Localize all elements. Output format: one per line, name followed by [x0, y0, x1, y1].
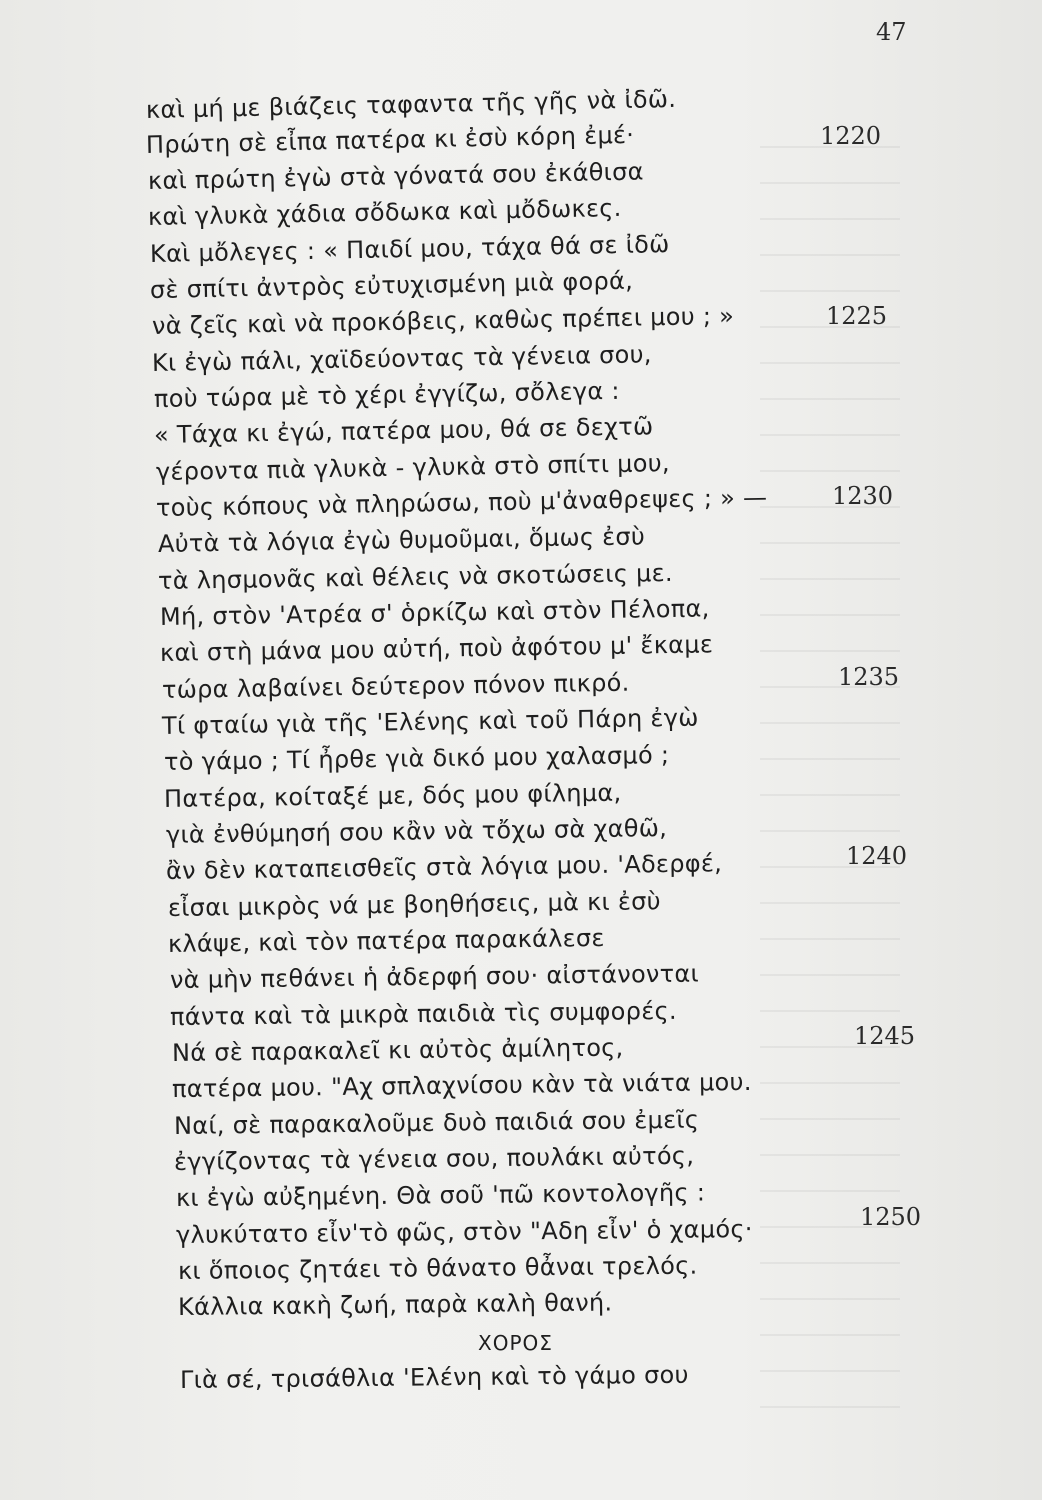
verse-line: τώρα λαβαίνει δεύτερον πόνον πικρό.	[161, 668, 630, 704]
verse-line: κλάψε, καὶ τὸν πατέρα παρακάλεσε	[167, 923, 605, 958]
verse-line: Κάλλια κακὴ ζωή, παρὰ καλὴ θανή.	[177, 1288, 613, 1321]
verse-line: Γιὰ σέ, τρισάθλια 'Ελένη καὶ τὸ γάμο σου	[179, 1360, 689, 1394]
page-number: 47	[876, 18, 907, 46]
verse-line: Μή, στὸν 'Ατρέα σ' ὁρκίζω καὶ στὸν Πέλοπα,	[159, 594, 710, 631]
verse-line: κι ὅποιος ζητάει τὸ θάνατο θἆναι τρελός.	[177, 1251, 698, 1285]
verse-line: νὰ ζεῖς καὶ νὰ προκόβεις, καθὼς πρέπει μου ; »	[151, 301, 735, 340]
verse-line: Κι ἐγὼ πάλι, χαϊδεύοντας τὰ γένεια σου,	[151, 340, 652, 377]
verse-line: γιὰ ἐνθύμησή σου κἂν νὰ τὄχω σὰ χαθῶ,	[165, 814, 668, 849]
line-number: 1250	[860, 1203, 922, 1231]
line-number: 1245	[854, 1022, 916, 1050]
verse-line: καὶ μή με βιάζεις ταφαντα τῆς γῆς νὰ ἰδῶ.	[145, 84, 677, 124]
verse-line: Ναί, σὲ παρακαλοῦμε δυὸ παιδιά σου ἐμεῖς	[173, 1105, 700, 1140]
verse-line: γλυκύτατο εἶν'τὸ φῶς, στὸν "Αδη εἶν' ὁ χαμός·	[175, 1214, 753, 1249]
verse-line: Τί φταίω γιὰ τῆς 'Ελένης καὶ τοῦ Πάρη ἐγὼ	[161, 703, 699, 740]
verse-line: ἂν δὲν καταπεισθεῖς στὰ λόγια μου. 'Αδερφέ,	[165, 849, 723, 885]
line-number: 1235	[838, 663, 900, 691]
verse-line: τὸ γάμο ; Τί ἦρθε γιὰ δικό μου χαλασμό ;	[163, 740, 670, 776]
verse-line: γέροντα πιὰ γλυκὰ - γλυκὰ στὸ σπίτι μου,	[155, 449, 671, 486]
verse-line: κι ἐγὼ αὐξημένη. Θὰ σοῦ 'πῶ κοντολογῆς :	[175, 1178, 706, 1212]
verse-line: τοὺς κόπους νὰ πληρώσω, ποὺ μ'ἀναθρεψες ; » —	[155, 483, 768, 522]
verse-line: Πρώτη σὲ εἶπα πατέρα κι ἐσὺ κόρη ἐμέ·	[145, 120, 635, 159]
verse-line: καὶ πρώτη ἐγὼ στὰ γόνατά σου ἐκάθισα	[147, 157, 644, 195]
verse-line: σὲ σπίτι ἀντρὸς εὐτυχισμένη μιὰ φορά,	[149, 266, 634, 304]
verse-line: Πατέρα, κοίταξέ με, δός μου φίλημα,	[163, 778, 622, 813]
verse-line: Νά σὲ παρακαλεῖ κι αὐτὸς ἀμίλητος,	[171, 1033, 624, 1067]
verse-line: πάντα καὶ τὰ μικρὰ παιδιὰ τὶς συμφορές.	[169, 996, 677, 1031]
line-number: 1230	[832, 482, 894, 510]
verse-line: εἶσαι μικρὸς νά με βοηθήσεις, μὰ κι ἐσὺ	[167, 887, 662, 922]
verse-line: « Τάχα κι ἐγώ, πατέρα μου, θά σε δεχτῶ	[153, 412, 654, 449]
line-number: 1225	[826, 302, 888, 330]
verse-line: ποὺ τώρα μὲ τὸ χέρι ἐγγίζω, σὄλεγα :	[153, 376, 621, 413]
verse-line: πατέρα μου. "Αχ σπλαχνίσου κὰν τὰ νιάτα μου.	[171, 1067, 752, 1103]
chorus-heading: ΧΟΡΟΣ	[478, 1331, 553, 1355]
verse-line: ἐγγίζοντας τὰ γένεια σου, πουλάκι αὐτός,	[173, 1141, 695, 1176]
verse-line: Καὶ μὄλεγες : « Παιδί μου, τάχα θά σε ἰδῶ	[149, 230, 670, 268]
line-number: 1240	[846, 842, 908, 870]
verse-line: νὰ μὴν πεθάνει ἡ ἀδερφή σου· αἰστάνονται	[169, 959, 700, 994]
verse-line: τὰ λησμονᾶς καὶ θέλεις νὰ σκοτώσεις με.	[157, 558, 674, 595]
line-number: 1220	[820, 122, 882, 150]
verse-line: καὶ στὴ μάνα μου αὐτή, ποὺ ἀφότου μ' ἔκαμε	[159, 630, 714, 667]
verse-line: Αὐτὰ τὰ λόγια ἐγὼ θυμοῦμαι, ὅμως ἐσὺ	[157, 522, 646, 558]
verse-line: καὶ γλυκὰ χάδια σὄδωκα καὶ μὄδωκες.	[147, 193, 622, 231]
